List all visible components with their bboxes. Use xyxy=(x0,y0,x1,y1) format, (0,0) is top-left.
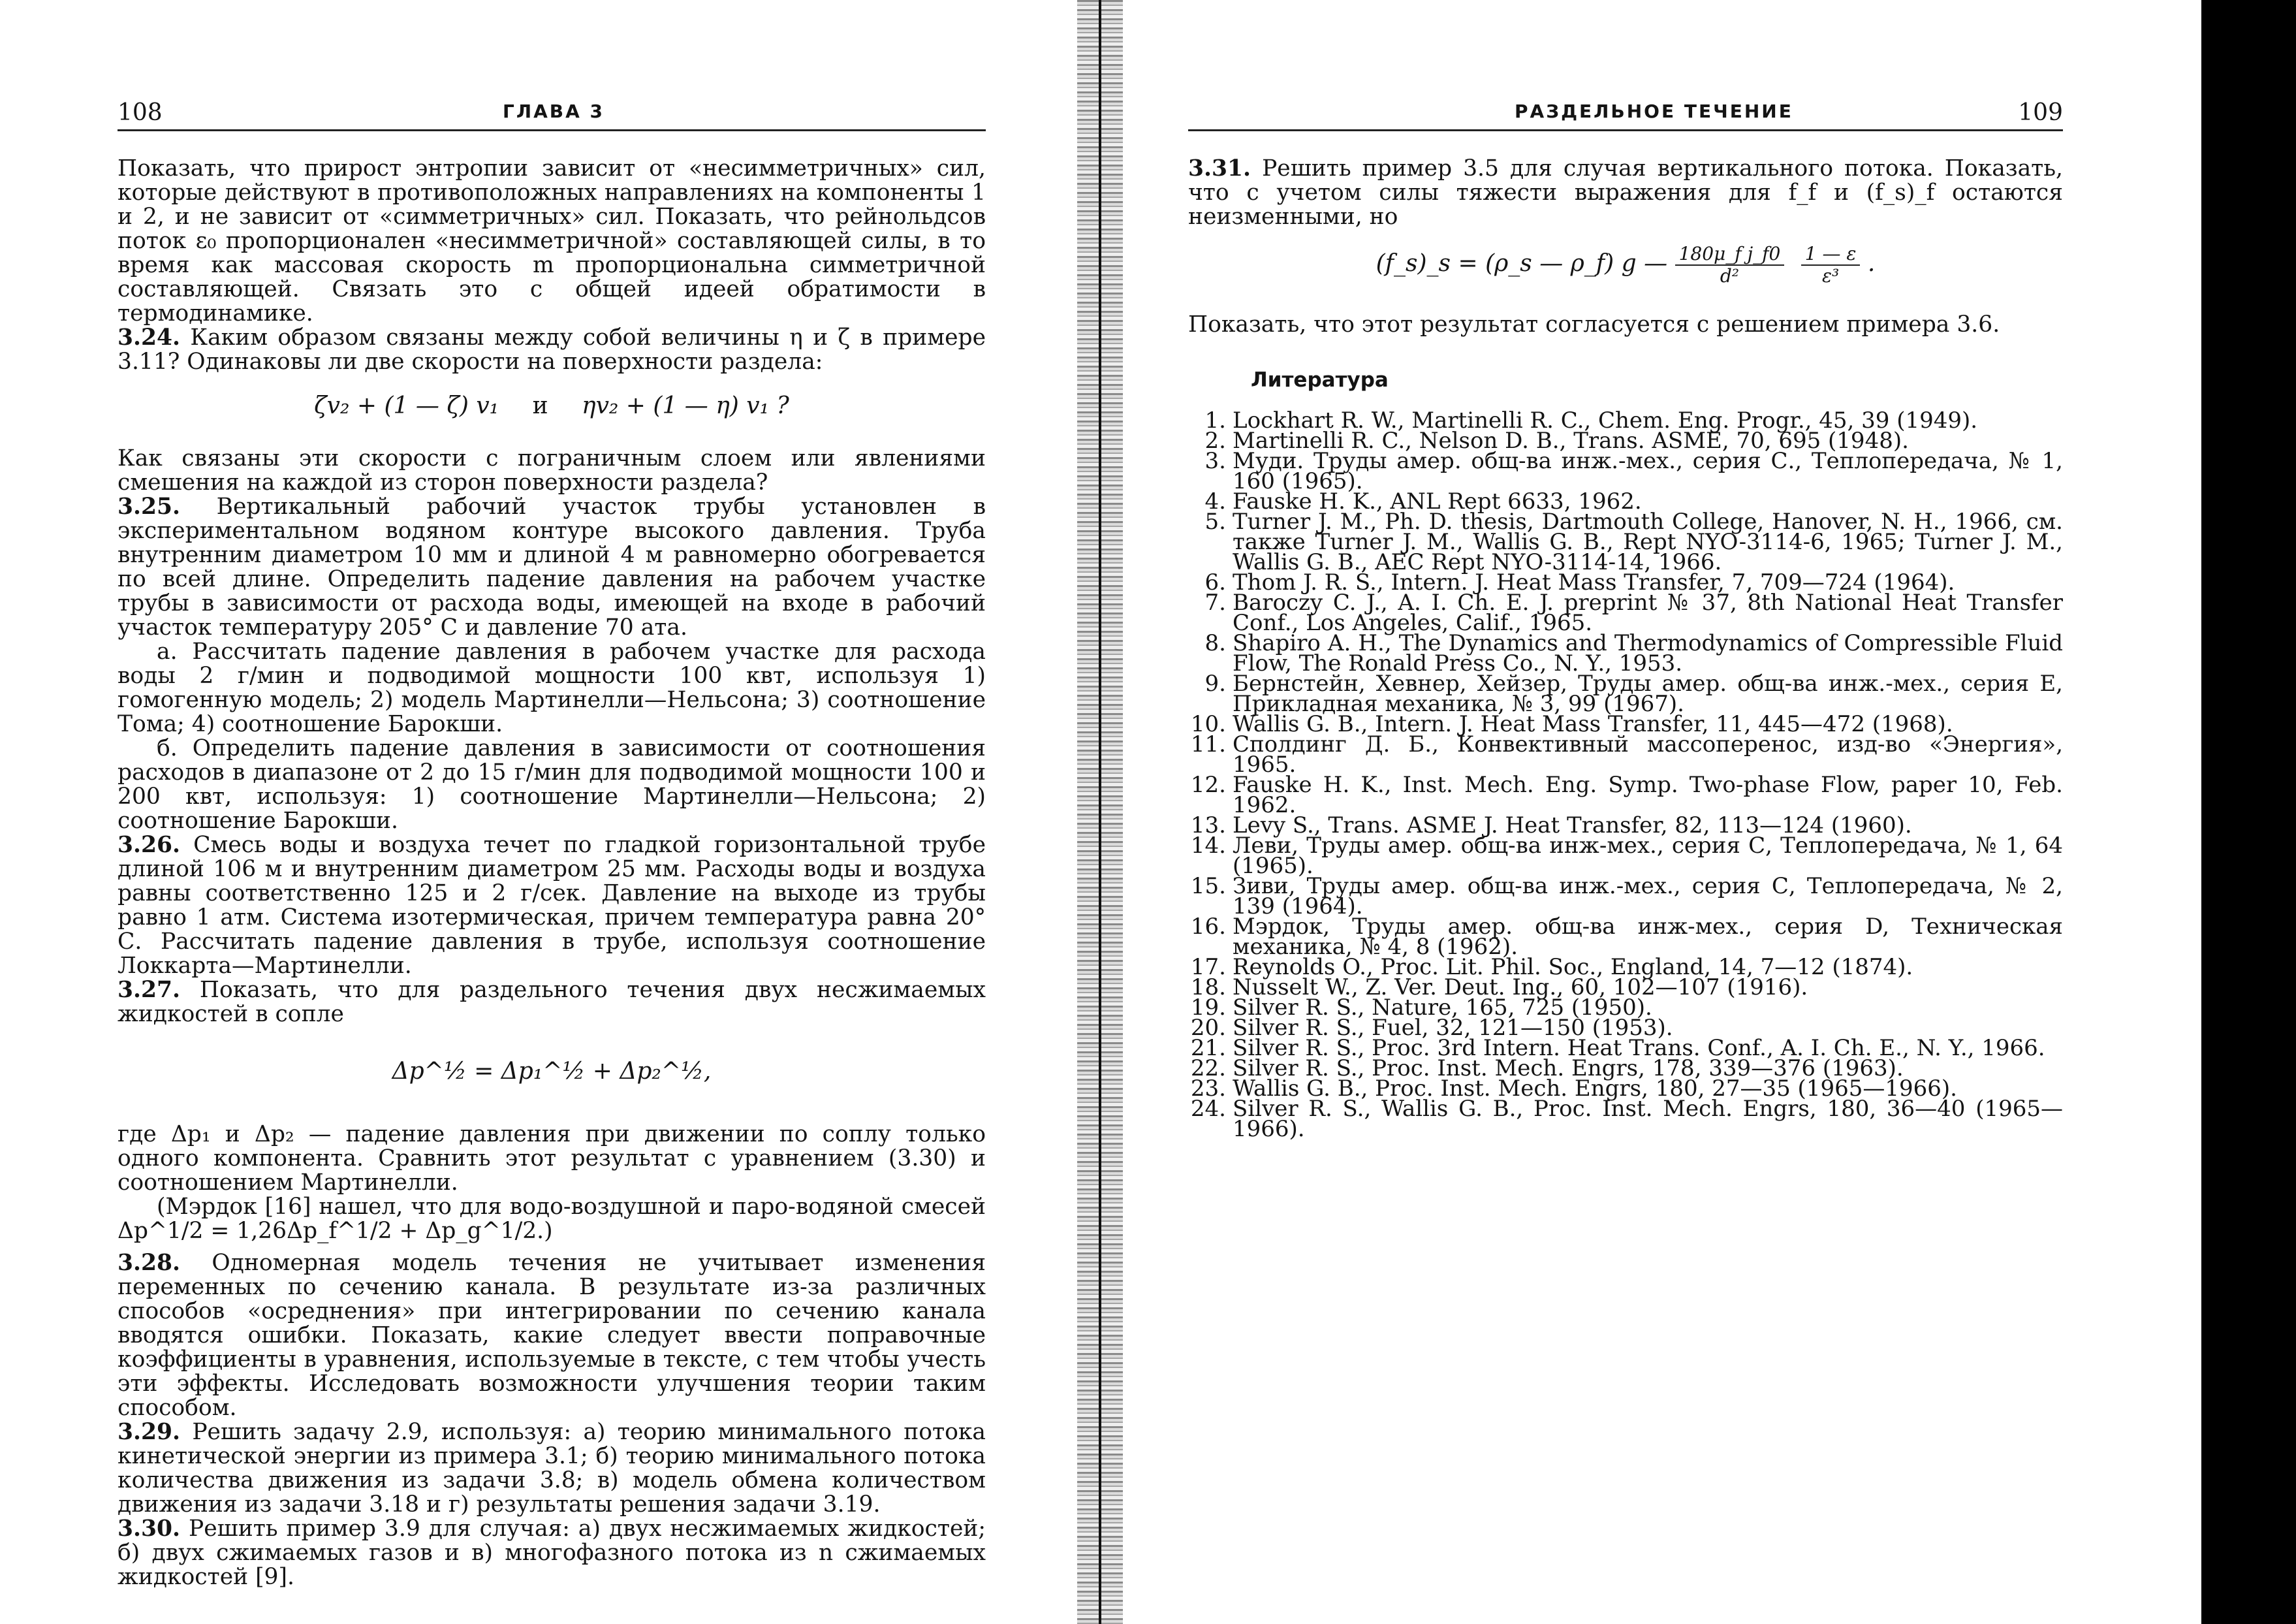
reference-number: 2. xyxy=(1204,428,1226,454)
reference-text: Мэрдок, Труды амер. общ-ва инж-мех., серия D, Техническая механика, № 4, 8 (1962). xyxy=(1233,914,2063,960)
references-title: Литература xyxy=(1251,368,1389,392)
problem-text: Вертикальный рабочий участок трубы установлен в экспериментальном водяном контуре высокого давления. Труба внутренним диаметром 10 мм и длиной 4 м равномерно обогревается по всей длине. Определить падение давления на рабочем участке трубы в зависимости от расхода воды, имеющей на входе в рабочий участок температуру 205° С и давление 70 ата. xyxy=(118,494,986,641)
reference-text: Lockhart R. W., Martinelli R. C., Chem. Eng. Progr., 45, 39 (1949). xyxy=(1233,407,1978,434)
reference-item xyxy=(1188,509,2063,575)
reference-number: 23. xyxy=(1190,1075,1226,1102)
right-text-column xyxy=(1188,155,2063,1142)
formula-velocities xyxy=(118,394,986,418)
reference-text: Shapiro A. H., The Dynamics and Thermodynamics of Compressible Fluid Flow, The Ronald Press Co., N. Y., 1953. xyxy=(1233,630,2063,677)
problem-text: Показать, что для раздельного течения двух несжимаемых жидкостей в сопле xyxy=(118,977,986,1027)
reference-item xyxy=(1188,914,2063,960)
reference-item xyxy=(1188,590,2063,636)
fraction-denominator: d² xyxy=(1720,265,1740,287)
reference-text: Бернстейн, Хевнер, Хейзер, Труды амер. общ-ва инж.-мех., серия Е, Прикладная механика, № 3, 99 (1967). xyxy=(1233,671,2063,717)
scan-black-edge xyxy=(2201,0,2296,1624)
reference-number: 9. xyxy=(1204,671,1226,697)
problem-number: 3.30. xyxy=(118,1516,181,1542)
reference-text: Levy S., Trans. ASME J. Heat Transfer, 82, 113—124 (1960). xyxy=(1233,812,1912,838)
problem-text: Каким образом связаны между собой величины η и ζ в примере 3.11? Одинаковы ли две скорости на поверхности раздела: xyxy=(118,325,986,375)
formula-lhs: (f_s)_s = (ρ_s — ρ_f) g — xyxy=(1376,250,1668,277)
reference-number: 1. xyxy=(1204,407,1226,434)
reference-number: 7. xyxy=(1204,590,1226,616)
reference-number: 11. xyxy=(1190,731,1226,757)
problem-number: 3.26. xyxy=(118,832,181,858)
reference-number: 19. xyxy=(1190,995,1226,1021)
reference-item xyxy=(1188,833,2063,879)
reference-text: Муди. Труды амер. общ-ва инж.-мех., серия С., Теплопередача, № 1, 160 (1965). xyxy=(1233,448,2063,494)
reference-number: 10. xyxy=(1190,711,1226,737)
problem-number: 3.29. xyxy=(118,1419,181,1445)
reference-number: 22. xyxy=(1190,1055,1226,1081)
reference-number: 15. xyxy=(1190,873,1226,899)
formula-fraction-2 xyxy=(1801,244,1861,287)
problem-3-28 xyxy=(118,1251,986,1420)
right-page-number: 109 xyxy=(2018,99,2063,126)
formula-gravity xyxy=(1188,244,2063,287)
problem-3-24 xyxy=(118,326,986,374)
reference-number: 14. xyxy=(1190,833,1226,859)
problem-text: Решить пример 3.9 для случая: а) двух несжимаемых жидкостей; б) двух сжимаемых газов и в) многофазного потока из n сжимаемых жидкостей [9]. xyxy=(118,1516,986,1590)
reference-number: 18. xyxy=(1190,974,1226,1000)
problem-3-31 xyxy=(1188,157,2063,229)
reference-number: 5. xyxy=(1204,509,1226,535)
reference-text: Nusselt W., Z. Ver. Deut. Ing., 60, 102—107 (1916). xyxy=(1233,974,1808,1000)
reference-text: Silver R. S., Proc. 3rd Intern. Heat Trans. Conf., A. I. Ch. E., N. Y., 1966. xyxy=(1233,1035,2045,1061)
reference-item xyxy=(1188,731,2063,778)
reference-text: Леви, Труды амер. общ-ва инж-мех., серия С, Теплопередача, № 1, 64 (1965). xyxy=(1233,833,2063,879)
problem-number: 3.31. xyxy=(1188,155,1251,182)
problem-3-25-item-a: а. Рассчитать падение давления в рабочем участке для расхода воды 2 г/мин и подводимой мощности 100 квт, используя 1) гомогенную модель; 2) модель Мартинелли—Нельсона; 3) соотношение Тома; 4) соотношение Барокши. xyxy=(118,639,986,737)
reference-number: 20. xyxy=(1190,1015,1226,1041)
reference-number: 4. xyxy=(1204,488,1226,515)
reference-number: 12. xyxy=(1190,772,1226,798)
reference-text: Fauske H. K., ANL Rept 6633, 1962. xyxy=(1233,488,1642,515)
reference-item xyxy=(1188,873,2063,919)
problem-text: Решить пример 3.5 для случая вертикального потока. Показать, что с учетом силы тяжести выражения для f_f и (f_s)_f остаются неизменными, но xyxy=(1188,155,2063,230)
reference-item xyxy=(1188,772,2063,818)
reference-item xyxy=(1188,630,2063,677)
problem-number: 3.28. xyxy=(118,1250,181,1276)
problem-number: 3.25. xyxy=(118,494,181,520)
problem-3-30 xyxy=(118,1517,986,1589)
reference-text: Martinelli R. C., Nelson D. B., Trans. ASME, 70, 695 (1948). xyxy=(1233,428,1909,454)
reference-text: Turner J. M., Ph. D. thesis, Dartmouth College, Hanover, N. H., 1966, см. также Turner J. M., Wallis G. B., Rept NYO-3114-6, 1965; Turner J. M., Wallis G. B., AEC Rept NYO-3114-14, 1966. xyxy=(1233,509,2063,575)
reference-text: Silver R. S., Fuel, 32, 121—150 (1953). xyxy=(1233,1015,1673,1041)
reference-text: Reynolds O., Proc. Lit. Phil. Soc., England, 14, 7—12 (1874). xyxy=(1233,954,1913,980)
paragraph-boundary-layer: Как связаны эти скорости с пограничным слоем или явлениями смешения на каждой из сторон поверхности раздела? xyxy=(118,445,986,496)
reference-item xyxy=(1188,448,2063,494)
problem-text: Смесь воды и воздуха течет по гладкой горизонтальной трубе длиной 106 м и внутренним диаметром 25 мм. Расходы воды и воздуха равны соответственно 125 и 2 г/сек. Давление на выходе из трубы равно 1 атм. Система изотермическая, причем температура равна 20° С. Рассчитать падение давления в трубе, используя соотношение Локкарта—Мартинелли. xyxy=(118,832,986,979)
formula-pressure-drop: Δp^½ = Δp₁^½ + Δp₂^½, xyxy=(392,1058,712,1085)
problem-3-27 xyxy=(118,978,986,1027)
problem-number: 3.24. xyxy=(118,325,181,351)
reference-number: 17. xyxy=(1190,954,1226,980)
left-page xyxy=(0,0,1071,1624)
formula-conjunction: и xyxy=(532,392,548,419)
problem-3-29 xyxy=(118,1420,986,1517)
paragraph-nozzle-comparison: где Δp₁ и Δp₂ — падение давления при движении по соплу только одного компонента. Сравнить этот результат с уравнением (3.30) и соотношением Мартинелли. xyxy=(118,1121,986,1196)
left-running-head: ГЛАВА 3 xyxy=(503,101,605,122)
reference-number: 8. xyxy=(1204,630,1226,656)
reference-text: Silver R. S., Nature, 165, 725 (1950). xyxy=(1233,995,1652,1021)
paragraph-agreement: Показать, что этот результат согласуется с решением примера 3.6. xyxy=(1188,311,2000,338)
problem-text: Решить задачу 2.9, используя: а) теорию минимального потока кинетической энергии из примера 3.1; б) теорию минимального потока количества движения из задачи 3.8; в) модель обмена количеством движения из задачи 3.18 и г) результаты решения задачи 3.19. xyxy=(118,1419,986,1518)
reference-text: Зиви, Труды амер. общ-ва инж.-мех., серия С, Теплопередача, № 2, 139 (1964). xyxy=(1233,873,2063,919)
reference-number: 16. xyxy=(1190,914,1226,940)
reference-text: Fauske H. K., Inst. Mech. Eng. Symp. Two-phase Flow, paper 10, Feb. 1962. xyxy=(1233,772,2063,818)
reference-item xyxy=(1188,1096,2063,1142)
formula-part-b: ηv₂ + (1 — η) v₁ ? xyxy=(582,392,789,419)
problem-text: Одномерная модель течения не учитывает изменения переменных по сечению канала. В результате из-за различных способов «осреднения» при интегрировании по сечению канала вводятся ошибки. Показать, какие следует ввести поправочные коэффициенты в уравнения, используемые в тексте, с тем чтобы учесть эти эффекты. Исследовать возможности улучшения теории таким способом. xyxy=(118,1250,986,1421)
problem-3-25-item-b: б. Определить падение давления в зависимости от соотношения расходов в диапазоне от 2 до 15 г/мин для подводимой мощности 100 и 200 квт, используя: 1) соотношение Мартинелли—Нельсона; 2) соотношение Барокши. xyxy=(118,735,986,834)
references-list xyxy=(1188,407,2063,1142)
problem-3-25 xyxy=(118,495,986,640)
paragraph-entropy: Показать, что прирост энтропии зависит от «несимметричных» сил, которые действуют в противоположных направлениях на компоненты 1 и 2, и не зависит от «симметричных» сил. Показать, что рейнольдсов поток ε₀ пропорционален «несимметричной» составляющей силы, в то время как массовая скорость m пропорциональна симметричной составляющей. Связать это с общей идеей обратимости в термодинамике. xyxy=(118,155,986,326)
reference-item xyxy=(1188,671,2063,717)
problem-number: 3.27. xyxy=(118,977,181,1003)
reference-text: Wallis G. B., Proc. Inst. Mech. Engrs, 180, 27—35 (1965—1966). xyxy=(1233,1075,1957,1102)
formula-part-a: ζv₂ + (1 — ζ) v₁ xyxy=(314,392,499,419)
reference-text: Silver R. S., Proc. Inst. Mech. Engrs, 178, 339—376 (1963). xyxy=(1233,1055,1904,1081)
reference-number: 3. xyxy=(1204,448,1226,474)
reference-number: 24. xyxy=(1190,1096,1226,1122)
reference-text: Thom J. R. S., Intern. J. Heat Mass Transfer, 7, 709—724 (1964). xyxy=(1233,569,1955,596)
reference-text: Baroczy C. J., A. I. Ch. E. J. preprint № 37, 8th National Heat Transfer Conf., Los Angeles, Calif., 1965. xyxy=(1233,590,2063,636)
reference-number: 6. xyxy=(1204,569,1226,596)
fraction-numerator: 180μ_f j_f0 xyxy=(1675,244,1785,266)
paragraph-murdock: (Мэрдок [16] нашел, что для водо-воздушной и паро-водяной смесей Δp^1/2 = 1,26Δp_f^1/2 + Δp_g^1/2.) xyxy=(118,1194,986,1244)
left-page-number: 108 xyxy=(118,99,163,126)
fraction-numerator: 1 — ε xyxy=(1801,244,1861,266)
reference-number: 21. xyxy=(1190,1035,1226,1061)
reference-text: Сполдинг Д. Б., Конвективный массоперенос, изд-во «Энергия», 1965. xyxy=(1233,731,2063,778)
reference-number: 13. xyxy=(1190,812,1226,838)
reference-text: Silver R. S., Wallis G. B., Proc. Inst. Mech. Engrs, 180, 36—40 (1965—1966). xyxy=(1233,1096,2063,1142)
right-page xyxy=(1071,0,2200,1624)
reference-text: Wallis G. B., Intern. J. Heat Mass Transfer, 11, 445—472 (1968). xyxy=(1233,711,1953,737)
fraction-denominator: ε³ xyxy=(1821,265,1840,287)
right-running-head: РАЗДЕЛЬНОЕ ТЕЧЕНИЕ xyxy=(1515,101,1793,122)
right-header xyxy=(1188,95,2063,131)
problem-3-26 xyxy=(118,833,986,978)
formula-fraction-1 xyxy=(1675,244,1785,287)
left-header xyxy=(118,95,986,131)
left-text-column xyxy=(118,157,986,1589)
formula-end: . xyxy=(1867,250,1876,277)
